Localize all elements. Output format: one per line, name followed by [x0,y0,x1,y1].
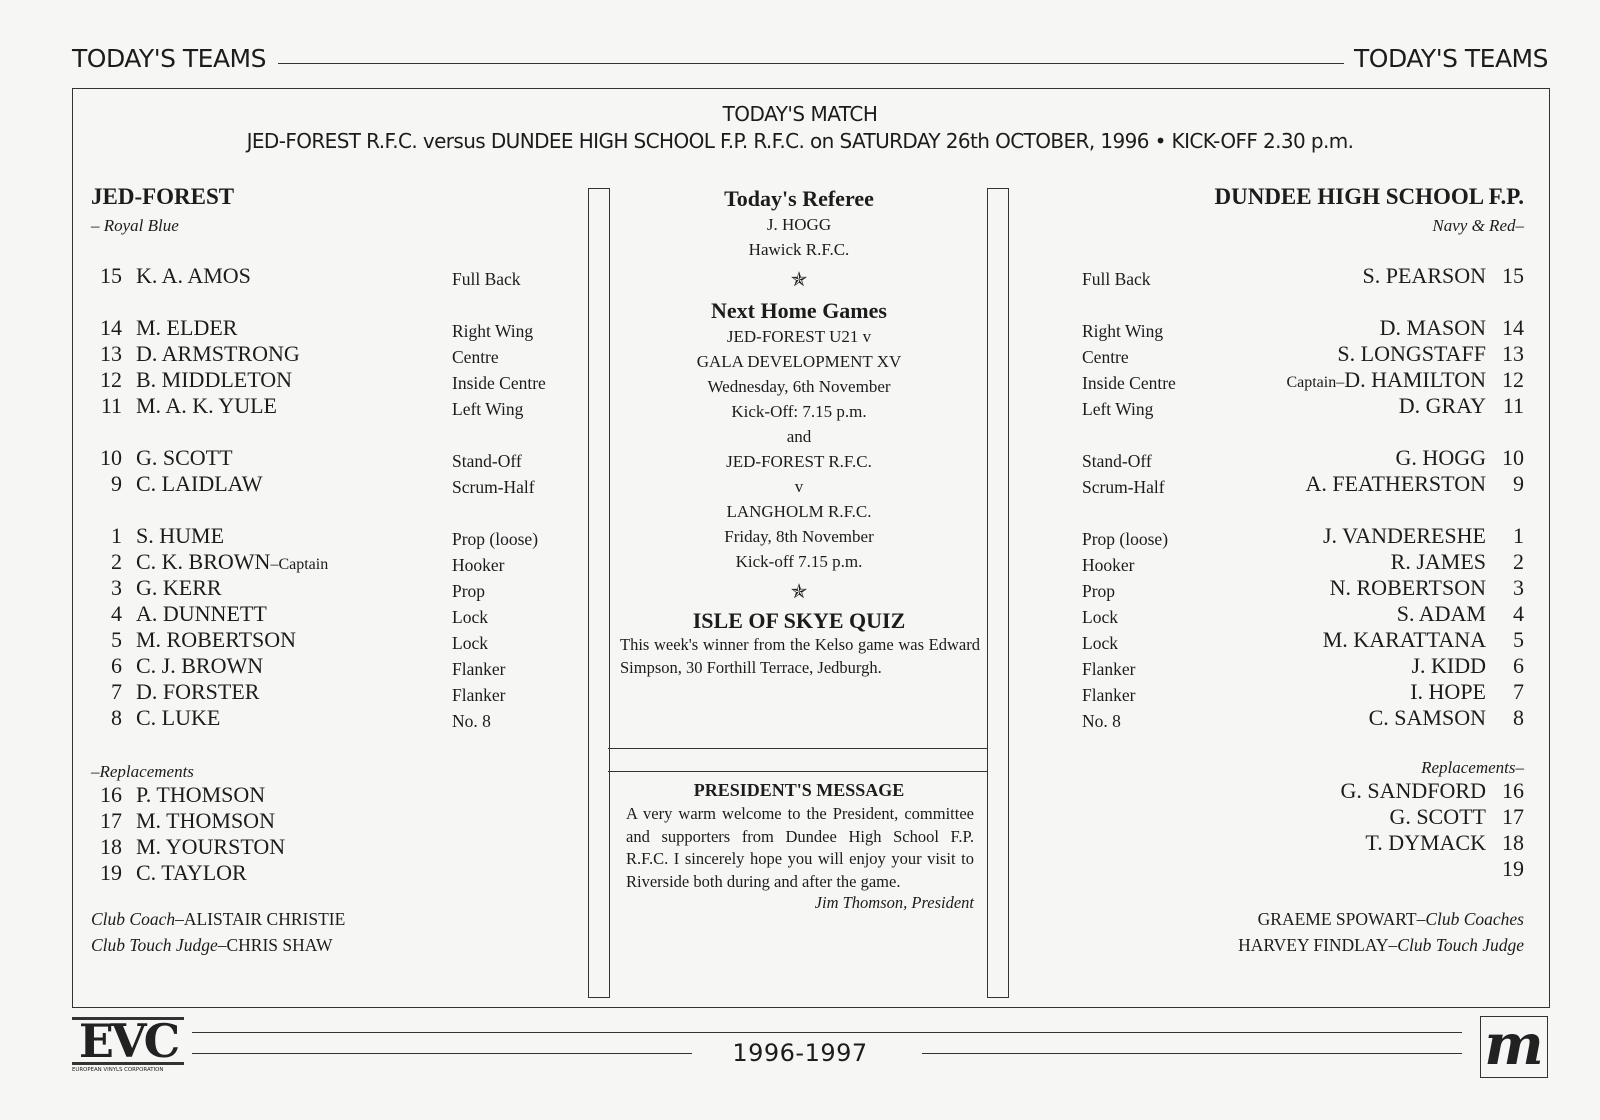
header-title-left: TODAY'S TEAMS [72,44,266,73]
player-name [136,471,263,497]
player-name-text: K. A. AMOS [136,263,251,288]
player-name: P. THOMSON [136,782,266,807]
player-row [1070,575,1524,601]
player-row [1070,653,1524,679]
away-judge-label: –Club Touch Judge [1388,935,1524,955]
season-label: 1996-1997 [732,1039,868,1067]
player-name-text: D. HAMILTON [1344,367,1486,392]
player-name: M. THOMSON [136,808,275,833]
referee-name: J. HOGG [766,215,832,234]
player-row [1070,341,1524,367]
player-name [1397,601,1486,627]
away-judge-name: HARVEY FINDLAY [1238,935,1389,955]
captain-note: Captain– [1286,374,1345,391]
player-position: Right Wing [1082,321,1164,341]
player-row [1070,523,1524,549]
star-icon: ✯ [790,269,808,291]
player-name [136,263,251,289]
player-name-text: R. JAMES [1390,549,1486,574]
player-name [1380,315,1486,341]
player-number: 6 [111,653,122,678]
away-coach-name: GRAEME SPOWART [1257,909,1417,929]
player-number: 2 [1513,549,1524,574]
player-name-text: N. ROBERTSON [1329,575,1486,600]
player-name-text: G. HOGG [1395,445,1486,470]
player-number: 18 [1502,830,1524,855]
player-row [1070,471,1524,497]
player-number: 10 [1502,445,1524,470]
home-judge-name: CHRIS SHAW [226,935,333,955]
player-row [72,575,572,601]
home-coach-name: ALISTAIR CHRISTIE [183,909,346,929]
player-number: 6 [1513,653,1524,678]
player-name-text: D. MASON [1379,315,1486,340]
star-icon: ✯ [790,581,808,603]
footer-rule-left [192,1053,692,1054]
away-coach [1258,906,1524,932]
player-row [72,341,572,367]
player-position: Full Back [1082,269,1151,289]
m-logo [1480,1012,1548,1078]
player-position: Scrum-Half [452,477,535,497]
player-position: Inside Centre [452,373,546,393]
player-number: 8 [111,705,122,730]
player-number: 16 [100,782,122,807]
referee-club: Hawick R.F.C. [748,240,850,259]
player-position: Scrum-Half [1082,477,1165,497]
player-name: G. SCOTT [1389,804,1486,829]
player-name-text: S. PEARSON [1362,263,1486,288]
player-number: 5 [1513,627,1524,652]
player-row [72,627,572,653]
player-position: Lock [1082,607,1118,627]
player-position: Right Wing [452,321,534,341]
player-name: G. SANDFORD [1340,778,1486,803]
player-name-text: C. LAIDLAW [136,471,263,496]
game1-time: Kick-Off: 7.15 p.m. [731,402,867,421]
home-team-colours: – Royal Blue [91,216,179,235]
president-message: A very warm welcome to the President, committee and supporters from Dundee High School F.P. R.F.C. I sincerely hope you will enjoy your visit to Riverside both during and after the game. [626,804,974,891]
player-name [136,601,267,627]
header-title-right: TODAY'S TEAMS [1354,44,1548,73]
player-number: 14 [100,315,122,340]
m-logo-glyph: m [1484,1012,1544,1078]
player-name [136,679,259,705]
player-name [1323,627,1486,653]
player-name [136,575,222,601]
player-name-text: A. DUNNETT [136,601,267,626]
player-name [1330,575,1486,601]
player-name-text: S. HUME [136,523,225,548]
player-name-text: G. SCOTT [136,445,233,470]
player-name [136,627,296,653]
player-position: Prop [452,581,486,601]
player-name [1305,471,1486,497]
president-signature: Jim Thomson, President [814,893,974,912]
away-team-colours: Navy & Red– [1432,216,1524,235]
player-position: Prop (loose) [452,529,539,549]
and-text: and [786,427,812,446]
player-number: 11 [100,393,122,418]
home-judge-label: Club Touch Judge– [91,935,227,955]
player-position: Left Wing [1082,399,1154,419]
home-replacements-label: –Replacements [91,762,194,781]
away-replacements-label: Replacements– [1421,758,1524,777]
player-row [72,523,572,549]
player-number: 9 [111,471,122,496]
player-name [136,393,277,419]
player-position: Centre [452,347,499,367]
player-number: 10 [100,445,122,470]
player-row [72,679,572,705]
player-name-text: C. LUKE [136,705,221,730]
replacement-row [1070,804,1524,830]
player-row [1070,393,1524,419]
away-touch-judge [1238,932,1524,958]
player-number: 15 [100,263,122,288]
away-coach-label: –Club Coaches [1416,909,1524,929]
player-row [1070,549,1524,575]
header-rule [278,63,1344,64]
referee-section [612,186,986,679]
player-number: 7 [1513,679,1524,704]
goal-post-left [588,188,610,998]
goal-post-right [987,188,1009,998]
footer-rule-top [192,1032,1462,1033]
player-row [1070,445,1524,471]
home-touch-judge [91,932,333,958]
player-number: 18 [100,834,122,859]
replacement-row [1070,830,1524,856]
player-row [1070,315,1524,341]
player-position: Flanker [1082,685,1136,705]
player-name [1399,393,1486,419]
player-name-text: B. MIDDLETON [136,367,293,392]
player-name [136,367,292,393]
player-position: Prop [1082,581,1116,601]
player-position: Hooker [452,555,505,575]
player-name-text: C. J. BROWN [136,653,264,678]
player-number: 4 [111,601,122,626]
player-name-text: A. FEATHERSTON [1305,471,1486,496]
player-name-text: S. LONGSTAFF [1337,341,1486,366]
president-heading: PRESIDENT'S MESSAGE [693,780,905,800]
player-number: 16 [1502,778,1524,803]
captain-note: –Captain [270,556,329,573]
player-name-text: M. ROBERTSON [136,627,297,652]
player-name-text: D. ARMSTRONG [136,341,300,366]
player-name-text: C. SAMSON [1368,705,1486,730]
player-name [1323,523,1486,549]
player-name-text: M. ELDER [136,315,238,340]
player-row [1070,627,1524,653]
player-row [72,601,572,627]
replacement-row [72,782,572,808]
player-number: 4 [1513,601,1524,626]
player-number: 2 [111,549,122,574]
player-number: 1 [1513,523,1524,548]
player-position: Stand-Off [1082,451,1152,471]
president-section [612,780,986,913]
goal-crossbar [608,748,987,772]
player-number: 13 [100,341,122,366]
player-row [72,367,572,393]
player-position: Stand-Off [452,451,522,471]
player-position: No. 8 [452,711,491,731]
player-position: Prop (loose) [1082,529,1169,549]
evc-logo-text: EVC [78,1014,178,1068]
quiz-heading: ISLE OF SKYE QUIZ [692,608,906,633]
player-name-text: M. A. K. YULE [136,393,277,418]
player-row [72,445,572,471]
player-row [72,549,572,575]
home-coach [91,906,345,932]
next-games-heading: Next Home Games [711,298,887,323]
game2-v: v [794,477,804,496]
player-position: Flanker [452,659,506,679]
game2-line2: LANGHOLM R.F.C. [726,502,872,521]
replacement-row [72,860,572,886]
player-number: 19 [1502,856,1524,881]
player-row [72,393,572,419]
player-number: 11 [1502,393,1524,418]
player-name: C. TAYLOR [136,860,247,885]
replacement-row [1070,778,1524,804]
player-name [1286,367,1486,396]
player-name [136,445,233,471]
player-name [1391,549,1486,575]
player-number: 19 [100,860,122,885]
match-heading: TODAY'S MATCH [722,102,878,126]
player-position: Full Back [452,269,521,289]
player-position: Lock [452,607,488,627]
player-number: 13 [1502,341,1524,366]
replacement-row [72,834,572,860]
player-name [136,549,328,578]
player-name [136,341,300,367]
player-position: Flanker [1082,659,1136,679]
player-name-text: C. K. BROWN [136,549,271,574]
player-name-text: D. GRAY [1398,393,1486,418]
player-name-text: G. KERR [136,575,222,600]
game1-date: Wednesday, 6th November [707,377,891,396]
replacement-row [72,808,572,834]
away-team-name: DUNDEE HIGH SCHOOL F.P. [1214,184,1524,209]
player-name-text: J. KIDD [1411,653,1486,678]
player-row [1070,601,1524,627]
player-row [72,653,572,679]
player-number: 9 [1513,471,1524,496]
game2-time: Kick-off 7.15 p.m. [735,552,863,571]
player-name-text: S. ADAM [1396,601,1486,626]
quiz-text: This week's winner from the Kelso game was Edward Simpson, 30 Forthill Terrace, Jedburgh. [620,635,980,677]
player-name [136,523,224,549]
player-number: 5 [111,627,122,652]
player-number: 12 [100,367,122,392]
player-row [72,471,572,497]
player-number: 7 [111,679,122,704]
player-position: Centre [1082,347,1129,367]
player-name [136,653,263,679]
replacement-row [1070,856,1524,882]
player-name [1411,653,1486,679]
player-name-text: M. KARATTANA [1322,627,1486,652]
player-position: Hooker [1082,555,1135,575]
game2-date: Friday, 8th November [724,527,874,546]
player-number: 3 [1513,575,1524,600]
player-position: Left Wing [452,399,524,419]
player-position: Inside Centre [1082,373,1176,393]
player-number: 1 [111,523,122,548]
player-name-text: J. VANDERESHE [1323,523,1486,548]
player-position: Lock [452,633,488,653]
player-name [1410,679,1486,705]
player-number: 12 [1502,367,1524,392]
player-number: 14 [1502,315,1524,340]
player-name [1369,705,1486,731]
player-name [1396,445,1486,471]
player-number: 3 [111,575,122,600]
player-position: Flanker [452,685,506,705]
home-coach-label: Club Coach– [91,909,184,929]
game2-line1: JED-FOREST R.F.C. [726,452,872,471]
player-position: No. 8 [1082,711,1121,731]
player-name: M. YOURSTON [136,834,286,859]
match-details: JED-FOREST R.F.C. versus DUNDEE HIGH SCHOOL F.P. R.F.C. on SATURDAY 26th OCTOBER, 1996 • KICK-OFF 2.30 p.m. [246,129,1354,153]
player-row [72,705,572,731]
player-position: Lock [1082,633,1118,653]
player-name-text: D. FORSTER [136,679,260,704]
player-number: 8 [1513,705,1524,730]
player-row [1070,367,1524,393]
player-row [72,263,572,289]
player-row [1070,679,1524,705]
game1-line2: GALA DEVELOPMENT XV [696,352,902,371]
player-number: 17 [1502,804,1524,829]
player-name: T. DYMACK [1365,830,1486,855]
player-name [136,315,237,341]
referee-heading: Today's Referee [724,186,874,211]
player-number: 15 [1502,263,1524,288]
evc-logo [72,1014,184,1073]
player-name [136,705,220,731]
home-team-name: JED-FOREST [91,184,235,209]
player-name [1363,263,1486,289]
footer-rule-right [922,1053,1462,1054]
player-number: 17 [100,808,122,833]
player-name [1337,341,1486,367]
player-row [1070,705,1524,731]
player-row [1070,263,1524,289]
player-row [72,315,572,341]
game1-line1: JED-FOREST U21 v [726,327,872,346]
evc-tagline: EUROPEAN VINYLS CORPORATION [72,1067,164,1073]
player-name-text: I. HOPE [1410,679,1486,704]
